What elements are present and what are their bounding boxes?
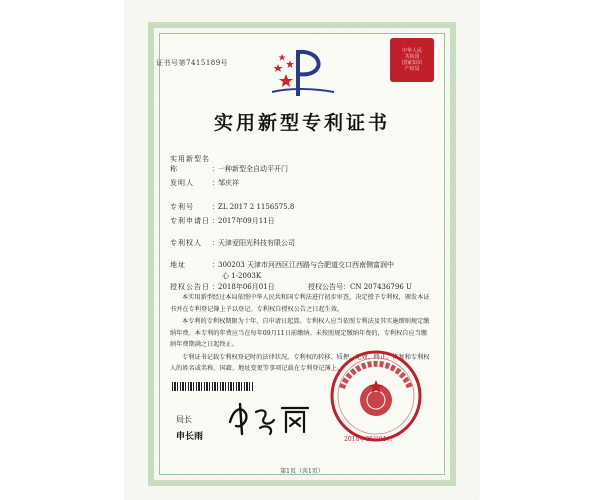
field-value: ZL 2017 2 1156575.8 [218, 203, 295, 211]
field-value: 2018年06月01日 [218, 283, 275, 291]
field-label: 专利申请日 [170, 217, 210, 225]
signature-icon [224, 398, 314, 438]
director-name: 申长雨 [176, 432, 204, 442]
field-label: 授权公告号 [308, 283, 343, 291]
body-paragraph: 本实用新型经过本局依照中华人民共和国专利法进行初步审查，决定授予专利权，颁发本证书并在专利登记簿上予以登记。专利权自授权公告之日起生效。 [170, 294, 430, 313]
field-inventor: 发明人 ：邹庆祥 [170, 179, 239, 187]
certificate-number: 证书号第7415189号 [156, 59, 229, 67]
stamp-line: 中华人民 [401, 48, 422, 54]
field-value: 邹庆祥 [218, 179, 239, 187]
stamp-line: 共和国 [404, 54, 420, 60]
page-number: 第1页（共1页） [280, 468, 324, 475]
field-value: 300203 天津市河西区江西路与合肥道交口西南侧富润中 [218, 261, 394, 269]
field-value: 2017年09月11日 [218, 217, 275, 225]
field-label: 专利号 [170, 203, 194, 211]
field-value: 天津爱阳光科技有限公司 [218, 239, 295, 247]
field-value: 一种新型全自动平开门 [218, 165, 288, 173]
certificate-title: 实用新型专利证书 [213, 112, 390, 134]
director-title: 局长 [176, 415, 192, 424]
field-filing-date: 专利申请日 ：2017年09月11日 [170, 217, 275, 225]
stamp-line: 产权局 [404, 66, 420, 72]
registration-stamp [390, 38, 434, 82]
stamp-line: 国家知识 [401, 60, 422, 66]
field-grant-date: 授权公告日 ：2018年06月01日 [170, 283, 275, 291]
field-value: CN 207436796 U [350, 283, 412, 291]
field-label: 专利权人 [170, 239, 202, 247]
official-seal-icon [328, 348, 424, 444]
field-label: 发明人 [170, 179, 194, 187]
seal-date: 2018年06月01日 [344, 436, 393, 443]
barcode-icon [172, 382, 254, 391]
cnipa-logo-icon [268, 44, 338, 102]
field-holder: 专利权人 ：天津爱阳光科技有限公司 [170, 239, 295, 247]
field-label: 地址 [170, 261, 186, 269]
field-address-line-2: 心 1-2003K [222, 272, 262, 280]
field-label: 实用新型名称 [170, 155, 210, 173]
patent-certificate [126, 0, 478, 500]
body-paragraph: 专利证书记载专利权登记时的法律状况。专利权的转移、质押、无效、终止、恢复和专利权人的姓名或名称、国籍、地址变更等事项记载在专利登记簿上。 [170, 353, 430, 372]
field-address: 地址 ：300203 天津市河西区江西路与合肥道交口西南侧富润中 [170, 261, 394, 269]
field-label: 授权公告日 [170, 283, 210, 291]
body-paragraph: 本专利的专利权期限为十年，自申请日起算。专利权人应当依照专利法及其实施细则规定缴纳年费。本专利的年费应当在每年09月11日前缴纳。未按照规定缴纳年费的，专利权自应当缴纳年费期满之日起终止。 [170, 318, 430, 348]
field-announcement-number: 授权公告号：CN 207436796 U [308, 283, 412, 291]
field-name: 实用新型名称 ：一种新型全自动平开门 [170, 155, 288, 173]
field-patent-number: 专利号 ：ZL 2017 2 1156575.8 [170, 203, 295, 211]
